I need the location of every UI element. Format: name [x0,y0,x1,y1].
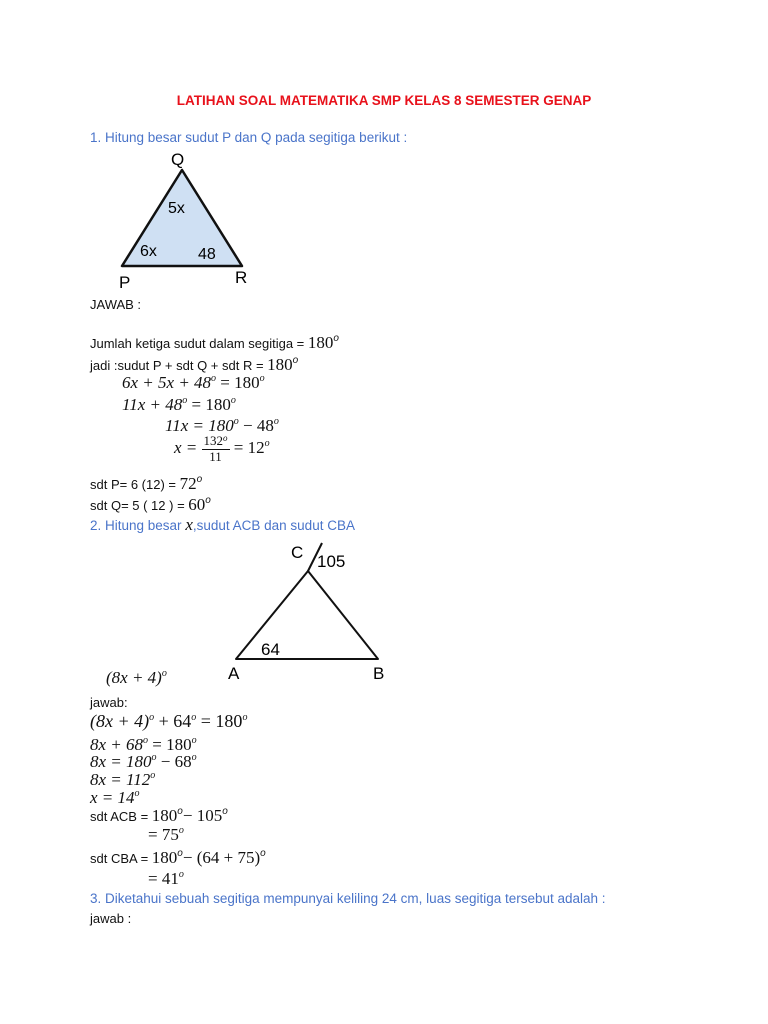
degree-sign: o [292,355,299,366]
q2-eq-3-lhs: 8x = 180 [90,752,152,771]
degree-sign: o [242,712,248,723]
degree-sign: o [191,752,197,763]
degree-sign: o [230,395,236,406]
q2-sdt-cba-math: 180 [151,848,178,867]
question-2 [90,515,355,535]
vertex-p-label: P [119,273,131,292]
q1-sdt-q [90,495,211,515]
q1-sdt-p-text: sdt P= 6 (12) = [90,477,180,492]
q1-eq-2 [122,395,236,415]
q1-eq-2-rhs: = 180 [191,395,231,414]
degree-sign: o [211,373,217,384]
q2-sdt-acb [90,806,228,826]
exterior-angle-label: 105 [317,552,346,571]
q1-line-sum-text: Jumlah ketiga sudut dalam segitiga = [90,336,308,351]
q2-cba-result [148,869,184,889]
q1-eq-4-fraction [202,434,230,464]
degree-sign: o [177,848,183,859]
degree-sign: o [222,806,228,817]
q1-eq-4-denominator: 11 [209,449,222,464]
q2-angle-b-expression [106,668,167,688]
triangle-pqr-figure [110,148,270,293]
q1-eq-1 [122,373,265,393]
degree-sign: o [264,437,270,449]
q1-line-angles-math: 180 [267,355,293,374]
jawab-3: jawab : [90,911,132,926]
degree-sign: o [143,735,149,746]
q1-eq-4-rhs: = 12 [233,437,265,457]
vertex-b-label: B [373,664,385,683]
angle-p-label: 6x [140,243,157,260]
vertex-c-label: C [291,543,304,562]
q2-eq-3 [90,752,197,772]
degree-sign: o [191,712,197,723]
question-2-variable: x [185,515,193,534]
degree-sign: o [333,333,339,344]
q2-sdt-acb-text: sdt ACB = [90,809,152,824]
q2-eq-2-lhs: 8x + 68 [90,735,144,754]
angle-r-label: 48 [198,246,216,263]
degree-sign: o [134,788,140,799]
q1-sdt-p-math: 72 [179,474,197,493]
q1-sdt-q-math: 60 [188,495,206,514]
degree-sign: o [223,433,228,443]
q1-line-angles [90,355,298,375]
degree-sign: o [182,395,188,406]
q2-sdt-cba-math-2: − (64 + 75) [182,848,261,867]
q1-eq-4-numerator: 132 [203,433,224,448]
degree-sign: o [178,825,184,836]
q2-eq-2-rhs: = 180 [152,735,192,754]
q2-sdt-acb-math-2: − 105 [182,806,223,825]
q2-eq-4 [90,770,155,790]
q1-eq-2-lhs: 11x + 48 [122,395,183,414]
q1-line-sum-math: 180 [307,333,334,352]
degree-sign: o [273,416,279,427]
degree-sign: o [205,495,211,506]
q2-angle-b-expression-text: (8x + 4) [106,668,162,687]
degree-sign: o [177,806,183,817]
q1-sdt-q-text: sdt Q= 5 ( 12 ) = [90,498,189,513]
question-1: 1. Hitung besar sudut P dan Q pada segitiga berikut : [90,130,408,145]
q2-cba-result-text: = 41 [148,869,179,888]
q2-eq-5 [90,788,140,808]
q2-eq-1 [90,711,247,732]
q2-acb-result-text: = 75 [148,825,179,844]
degree-sign: o [161,668,167,679]
degree-sign: o [150,770,156,781]
q2-eq-1-rhs: = 180 [200,711,243,731]
q2-eq-4-text: 8x = 112 [90,770,151,789]
degree-sign: o [149,712,155,723]
q1-line-sum [90,333,339,353]
q1-sdt-p [90,474,202,494]
vertex-q-label: Q [171,150,185,169]
degree-sign: o [191,735,197,746]
question-2-text-end: ,sudut ACB dan sudut CBA [192,518,355,533]
q1-line-angles-text: jadi :sudut P + sdt Q + sdt R = [90,358,268,373]
jawab-2: jawab: [90,695,128,710]
question-3: 3. Diketahui sebuah segitiga mempunyai keliling 24 cm, luas segitiga tersebut adalah : [90,891,606,906]
jawab-1: JAWAB : [90,297,142,312]
q2-sdt-acb-math: 180 [151,806,178,825]
degree-sign: o [260,848,266,859]
q1-eq-3-rhs: − 48 [243,416,274,435]
page-title: LATIHAN SOAL MATEMATIKA SMP KELAS 8 SEMESTER GENAP [176,93,592,108]
q2-sdt-cba [90,848,266,868]
q2-eq-1-mid: + 64 [154,711,192,731]
q2-sdt-cba-text: sdt CBA = [90,851,152,866]
q2-acb-result [148,825,184,845]
q1-eq-4 [174,434,270,464]
q2-eq-5-text: x = 14 [90,788,135,807]
q1-eq-1-lhs: 6x + 5x + 48 [122,373,212,392]
question-2-text: 2. Hitung besar [90,518,186,533]
q1-eq-1-rhs: = 180 [220,373,260,392]
degree-sign: o [233,416,239,427]
angle-a-label: 64 [261,640,280,659]
q2-eq-3-rhs: − 68 [160,752,192,771]
vertex-a-label: A [228,664,240,683]
degree-sign: o [151,752,157,763]
degree-sign: o [196,474,203,485]
angle-q-label: 5x [168,200,185,217]
degree-sign: o [178,869,184,880]
q1-eq-4-lhs: x = [174,437,198,457]
q2-eq-1-lhs: (8x + 4) [90,711,150,731]
degree-sign: o [259,373,265,384]
triangle-abc [236,571,378,659]
triangle-abc-figure [220,538,400,688]
vertex-r-label: R [235,268,248,287]
q1-eq-3-lhs: 11x = 180 [165,416,234,435]
